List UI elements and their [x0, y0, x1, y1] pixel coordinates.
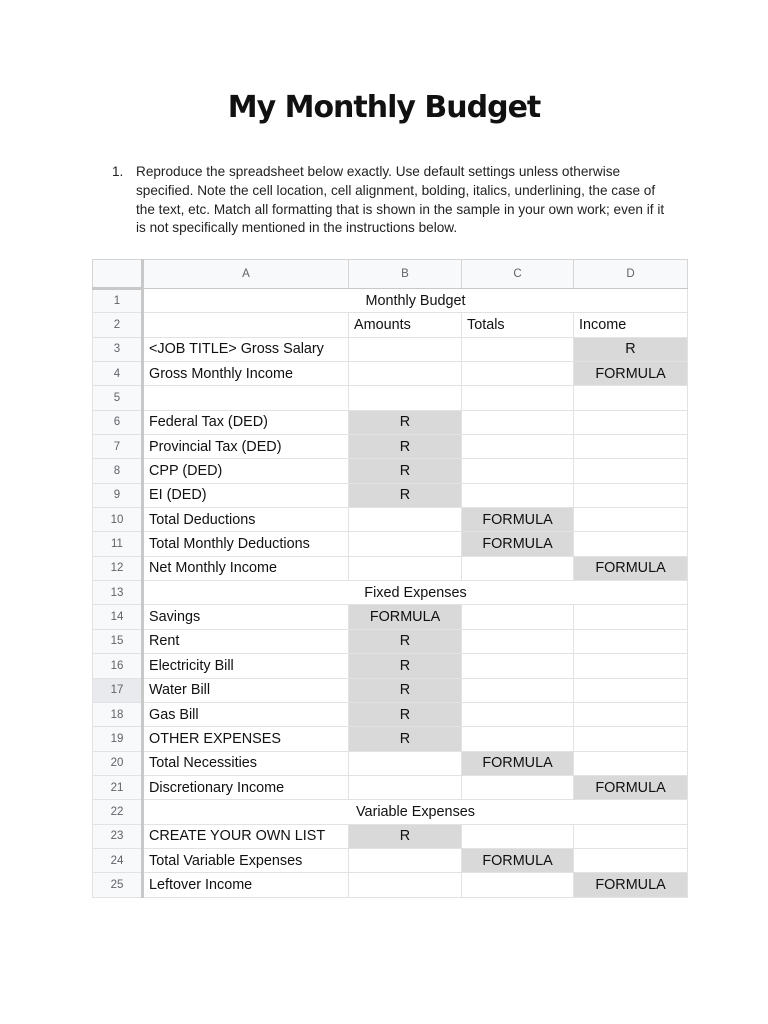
table-row [93, 775, 688, 799]
row-header[interactable]: 16 [93, 654, 143, 678]
cell-c[interactable] [462, 654, 574, 678]
cell-c[interactable] [462, 727, 574, 751]
cell-a[interactable]: <JOB TITLE> Gross Salary [143, 337, 349, 361]
cell-d[interactable] [574, 508, 688, 532]
cell-a[interactable]: Gas Bill [143, 702, 349, 726]
row-header[interactable]: 6 [93, 410, 143, 434]
cell-a[interactable]: Total Necessities [143, 751, 349, 775]
table-row [93, 702, 688, 726]
cell-c[interactable]: FORMULA [462, 532, 574, 556]
column-header-row [93, 260, 688, 289]
row-header[interactable]: 15 [93, 629, 143, 653]
budget-spreadsheet [92, 259, 688, 898]
cell-d[interactable] [574, 727, 688, 751]
table-row [93, 386, 688, 410]
row-header[interactable]: 12 [93, 556, 143, 580]
cell-c[interactable] [462, 702, 574, 726]
cell-c[interactable] [462, 605, 574, 629]
cell-b[interactable] [349, 556, 462, 580]
table-row [93, 289, 688, 313]
cell-a[interactable]: Water Bill [143, 678, 349, 702]
cell-c[interactable] [462, 873, 574, 897]
cell-c[interactable] [462, 775, 574, 799]
column-header-b[interactable]: B [349, 260, 462, 289]
cell-c[interactable] [462, 435, 574, 459]
cell-c[interactable] [462, 410, 574, 434]
cell-a[interactable]: CPP (DED) [143, 459, 349, 483]
table-row [93, 751, 688, 775]
cell-a[interactable]: Rent [143, 629, 349, 653]
cell-b[interactable]: R [349, 483, 462, 507]
cell-b[interactable] [349, 508, 462, 532]
cell-d[interactable] [574, 629, 688, 653]
row-header[interactable]: 18 [93, 702, 143, 726]
cell-b[interactable] [349, 337, 462, 361]
cell-d[interactable]: R [574, 337, 688, 361]
row-header[interactable]: 22 [93, 800, 143, 824]
cell-d[interactable] [574, 702, 688, 726]
row-header[interactable]: 1 [93, 289, 143, 313]
cell-b[interactable] [349, 362, 462, 386]
column-header-a[interactable]: A [143, 260, 349, 289]
cell-b[interactable]: R [349, 410, 462, 434]
cell-b[interactable]: R [349, 824, 462, 848]
cell-d[interactable] [574, 848, 688, 872]
cell-c[interactable]: Totals [462, 313, 574, 337]
cell-d[interactable] [574, 654, 688, 678]
cell-c[interactable] [462, 678, 574, 702]
row-header[interactable]: 10 [93, 508, 143, 532]
row-header[interactable]: 21 [93, 775, 143, 799]
cell-d[interactable] [574, 678, 688, 702]
cell-c[interactable] [462, 362, 574, 386]
table-row [93, 848, 688, 872]
cell-c[interactable] [462, 459, 574, 483]
row-header[interactable]: 3 [93, 337, 143, 361]
cell-b[interactable] [349, 532, 462, 556]
cell-b[interactable] [349, 775, 462, 799]
cell-c[interactable] [462, 337, 574, 361]
cell-d[interactable]: FORMULA [574, 775, 688, 799]
cell-c[interactable] [462, 483, 574, 507]
cell-a[interactable]: CREATE YOUR OWN LIST [143, 824, 349, 848]
cell-d[interactable] [574, 410, 688, 434]
table-row [93, 459, 688, 483]
cell-a[interactable]: Discretionary Income [143, 775, 349, 799]
cell-b[interactable]: R [349, 654, 462, 678]
cell-c[interactable]: FORMULA [462, 848, 574, 872]
row-header[interactable]: 25 [93, 873, 143, 897]
table-row [93, 483, 688, 507]
cell-a[interactable]: Provincial Tax (DED) [143, 435, 349, 459]
cell-d[interactable] [574, 532, 688, 556]
table-row [93, 800, 688, 824]
cell-d[interactable] [574, 483, 688, 507]
cell-b[interactable]: FORMULA [349, 605, 462, 629]
row-header[interactable]: 2 [93, 313, 143, 337]
cell-d[interactable] [574, 386, 688, 410]
cell-d[interactable] [574, 751, 688, 775]
row-header[interactable]: 24 [93, 848, 143, 872]
row-header[interactable]: 4 [93, 362, 143, 386]
table-row [93, 362, 688, 386]
cell-b[interactable]: R [349, 727, 462, 751]
table-row [93, 313, 688, 337]
cell-a[interactable]: Gross Monthly Income [143, 362, 349, 386]
table-row [93, 824, 688, 848]
cell-c[interactable] [462, 556, 574, 580]
instruction-number: 1. [112, 164, 124, 179]
table-row [93, 532, 688, 556]
cell-b[interactable]: R [349, 459, 462, 483]
select-all-corner[interactable] [93, 260, 143, 289]
table-row [93, 727, 688, 751]
sheet-body [93, 289, 688, 898]
table-row [93, 873, 688, 897]
column-header-c[interactable]: C [462, 260, 574, 289]
cell-b[interactable] [349, 873, 462, 897]
row-header[interactable]: 8 [93, 459, 143, 483]
cell-a[interactable]: Savings [143, 605, 349, 629]
cell-a[interactable]: Leftover Income [143, 873, 349, 897]
table-row [93, 337, 688, 361]
cell-a[interactable]: Net Monthly Income [143, 556, 349, 580]
cell-c[interactable] [462, 386, 574, 410]
table-row [93, 629, 688, 653]
section-heading-cell[interactable]: Variable Expenses [143, 800, 688, 824]
cell-a[interactable]: Total Monthly Deductions [143, 532, 349, 556]
row-header[interactable]: 23 [93, 824, 143, 848]
row-header[interactable]: 9 [93, 483, 143, 507]
cell-b[interactable]: R [349, 678, 462, 702]
cell-b[interactable]: R [349, 435, 462, 459]
row-header[interactable]: 5 [93, 386, 143, 410]
table-row [93, 678, 688, 702]
row-header[interactable]: 11 [93, 532, 143, 556]
cell-d[interactable]: Income [574, 313, 688, 337]
row-header[interactable]: 7 [93, 435, 143, 459]
cell-b[interactable] [349, 751, 462, 775]
instruction-item [112, 163, 672, 238]
cell-a[interactable]: Total Variable Expenses [143, 848, 349, 872]
cell-a[interactable]: Federal Tax (DED) [143, 410, 349, 434]
cell-a[interactable]: EI (DED) [143, 483, 349, 507]
cell-a[interactable] [143, 386, 349, 410]
table-row [93, 605, 688, 629]
cell-c[interactable]: FORMULA [462, 751, 574, 775]
cell-a[interactable]: OTHER EXPENSES [143, 727, 349, 751]
row-header[interactable]: 13 [93, 581, 143, 605]
row-header[interactable]: 14 [93, 605, 143, 629]
cell-d[interactable] [574, 824, 688, 848]
table-row [93, 435, 688, 459]
cell-d[interactable]: FORMULA [574, 362, 688, 386]
table-row [93, 556, 688, 580]
row-header[interactable]: 19 [93, 727, 143, 751]
row-header[interactable]: 17 [93, 678, 143, 702]
cell-b[interactable]: Amounts [349, 313, 462, 337]
cell-a[interactable] [143, 313, 349, 337]
cell-c[interactable] [462, 824, 574, 848]
cell-a[interactable]: Total Deductions [143, 508, 349, 532]
table-row [93, 654, 688, 678]
instruction-list [112, 163, 672, 238]
cell-b[interactable]: R [349, 702, 462, 726]
table-row [93, 581, 688, 605]
section-heading-cell[interactable]: Monthly Budget [143, 289, 688, 313]
cell-c[interactable]: FORMULA [462, 508, 574, 532]
cell-a[interactable]: Electricity Bill [143, 654, 349, 678]
cell-d[interactable]: FORMULA [574, 873, 688, 897]
table-row [93, 508, 688, 532]
column-header-d[interactable]: D [574, 260, 688, 289]
cell-d[interactable] [574, 459, 688, 483]
cell-b[interactable] [349, 386, 462, 410]
cell-c[interactable] [462, 629, 574, 653]
cell-d[interactable] [574, 605, 688, 629]
row-header[interactable]: 20 [93, 751, 143, 775]
cell-d[interactable]: FORMULA [574, 556, 688, 580]
table-row [93, 410, 688, 434]
instruction-text: Reproduce the spreadsheet below exactly. Use default settings unless otherwise specified. Note the cell location, cell alignment, bolding, italics, underlining, the case of the text, etc. Match all formatting that is shown in the sample in your own work; even if it is not specifically mentioned in the instructions below. [136, 164, 665, 236]
cell-b[interactable] [349, 848, 462, 872]
section-heading-cell[interactable]: Fixed Expenses [143, 581, 688, 605]
cell-d[interactable] [574, 435, 688, 459]
page-title: My Monthly Budget [227, 90, 541, 125]
cell-b[interactable]: R [349, 629, 462, 653]
